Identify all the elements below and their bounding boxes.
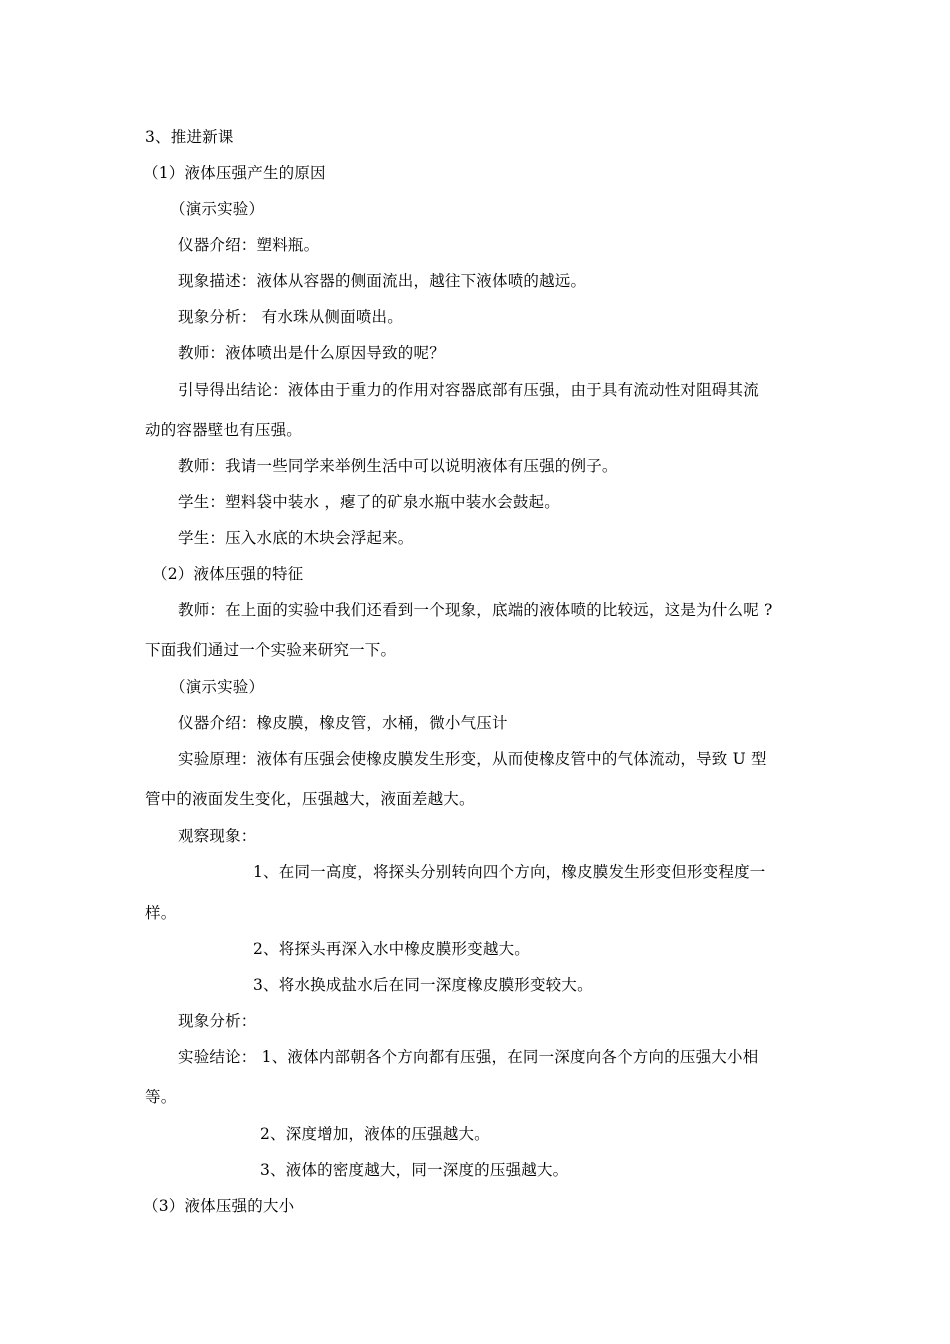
paragraph-line: 学生：压入水底的木块会浮起来。 <box>178 529 414 547</box>
conclusion-item: 2、深度增加，液体的压强越大。 <box>260 1125 490 1143</box>
paragraph-line: 学生：塑料袋中装水 ，瘪了的矿泉水瓶中装水会鼓起。 <box>178 493 560 511</box>
paragraph-line: 动的容器壁也有压强。 <box>145 421 303 439</box>
subheading-cause: （1）液体压强产生的原因 <box>143 164 326 182</box>
observation-item: 2、将探头再深入水中橡皮膜形变越大。 <box>253 940 530 958</box>
demo-label-2: （演示实验） <box>170 678 265 696</box>
paragraph-line: 教师：我请一些同学来举例生活中可以说明液体有压强的例子。 <box>178 457 618 475</box>
paragraph-line: 现象描述：液体从容器的侧面流出，越往下液体喷的越远。 <box>178 272 587 290</box>
paragraph-line: 观察现象： <box>178 827 257 845</box>
demo-label-1: （演示实验） <box>170 200 265 218</box>
paragraph-line: 等。 <box>145 1088 177 1106</box>
paragraph-line: 管中的液面发生变化，压强越大，液面差越大。 <box>145 790 475 808</box>
paragraph-line: 下面我们通过一个实验来研究一下。 <box>145 641 397 659</box>
subheading-characteristics: （2）液体压强的特征 <box>152 565 304 583</box>
paragraph-line: 仪器介绍：橡皮膜，橡皮管，水桶，微小气压计 <box>178 714 508 732</box>
paragraph-line: 实验原理：液体有压强会使橡皮膜发生形变，从而使橡皮管中的气体流动，导致 U 型 <box>178 750 767 768</box>
section-heading-advance-lesson: 3、推进新课 <box>145 128 234 146</box>
observation-item: 1、在同一高度，将探头分别转向四个方向，橡皮膜发生形变但形变程度一 <box>253 863 766 881</box>
paragraph-line: 现象分析： 有水珠从侧面喷出。 <box>178 308 403 326</box>
conclusion-item: 3、液体的密度越大，同一深度的压强越大。 <box>260 1161 569 1179</box>
paragraph-line: 教师：在上面的实验中我们还看到一个现象，底端的液体喷的比较远，这是为什么呢 ? <box>178 601 773 619</box>
observation-item: 3、将水换成盐水后在同一深度橡皮膜形变较大。 <box>253 976 593 994</box>
paragraph-line: 引导得出结论：液体由于重力的作用对容器底部有压强，由于具有流动性对阻碍其流 <box>178 381 759 399</box>
subheading-magnitude: （3）液体压强的大小 <box>143 1197 295 1215</box>
paragraph-line: 样。 <box>145 904 177 922</box>
paragraph-line: 实验结论： 1、液体内部朝各个方向都有压强，在同一深度向各个方向的压强大小相 <box>178 1048 759 1066</box>
paragraph-line: 现象分析： <box>178 1012 257 1030</box>
paragraph-line: 仪器介绍：塑料瓶。 <box>178 236 320 254</box>
paragraph-line: 教师：液体喷出是什么原因导致的呢？ <box>178 344 445 362</box>
